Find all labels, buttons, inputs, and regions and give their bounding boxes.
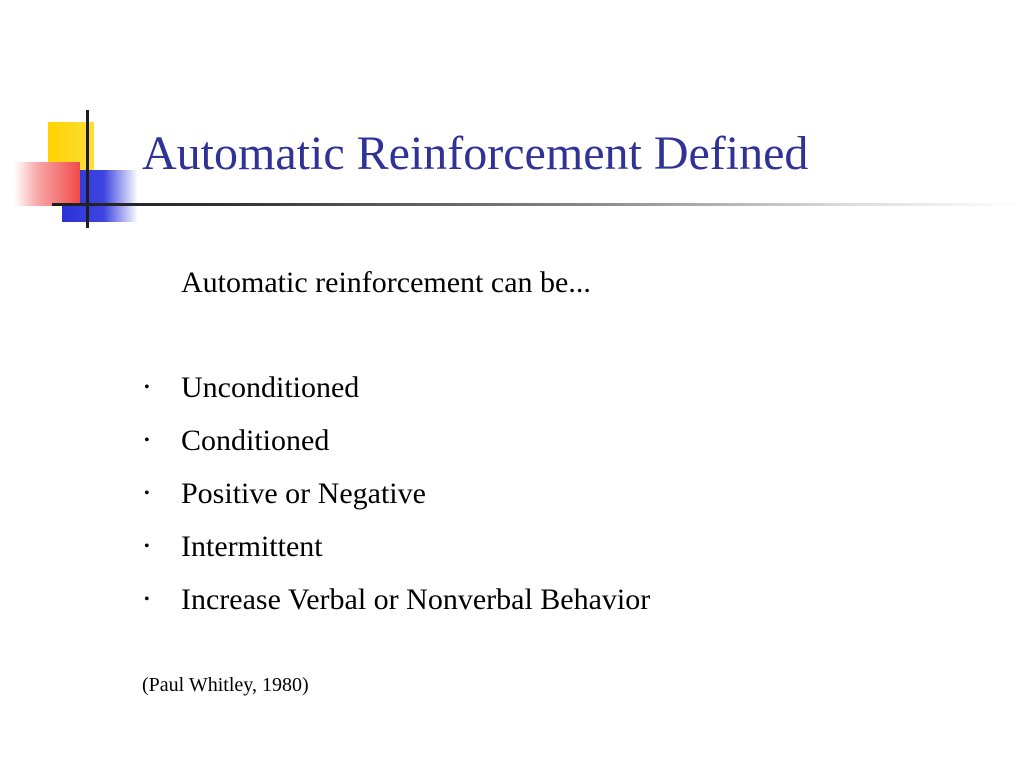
red-block [14, 162, 80, 206]
slide-title: Automatic Reinforcement Defined [142, 127, 809, 180]
vertical-rule [86, 110, 89, 228]
bullet-icon: • [144, 538, 150, 555]
bullet-icon: • [144, 379, 150, 396]
bullet-text: Intermittent [181, 530, 323, 563]
bullet-icon: • [144, 485, 150, 502]
bullet-text: Positive or Negative [181, 477, 426, 510]
bullet-text: Conditioned [181, 424, 330, 457]
intro-text: Automatic reinforcement can be... [181, 266, 591, 299]
bullet-text: Increase Verbal or Nonverbal Behavior [181, 583, 651, 616]
bullet-text: Unconditioned [181, 371, 360, 404]
title-underline [52, 203, 1024, 206]
bullet-icon: • [144, 432, 150, 449]
citation: (Paul Whitley, 1980) [142, 674, 309, 696]
bullet-icon: • [144, 591, 150, 608]
